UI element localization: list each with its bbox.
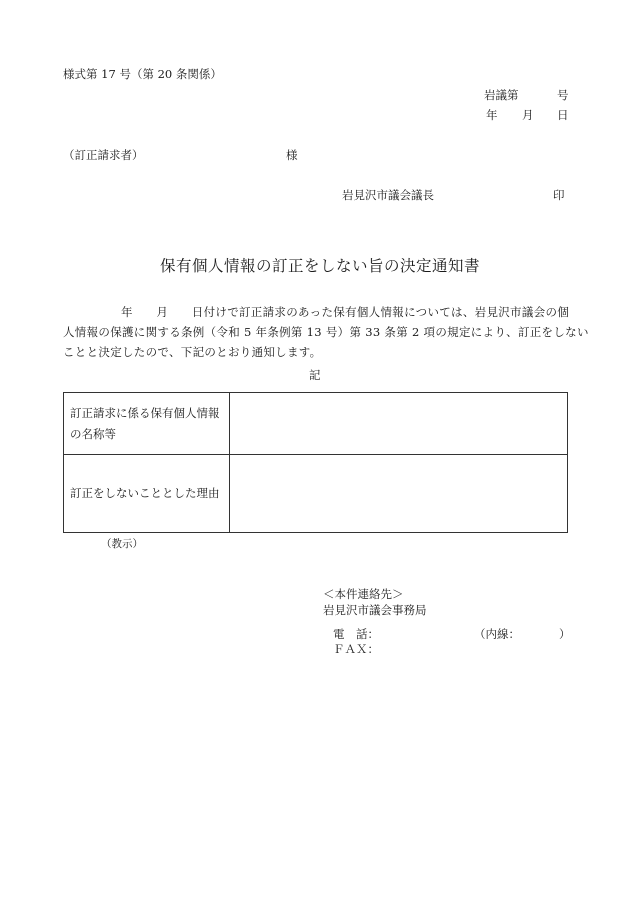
table-row	[64, 455, 568, 533]
date-day: 日	[557, 108, 569, 122]
date-year: 年	[486, 108, 498, 122]
document-title: 保有個人情報の訂正をしない旨の決定通知書	[160, 257, 481, 275]
row2-value-cell[interactable]	[230, 455, 568, 533]
form-number: 様式第 17 号（第 20 条関係）	[63, 67, 222, 81]
body-line-2: 人情報の保護に関する条例（令和 5 年条例第 13 号）第 33 条第 2 項の規定により、訂正をしない	[63, 325, 589, 339]
details-table	[63, 392, 568, 533]
date-month: 月	[522, 108, 534, 122]
contact-extension-close: ）	[559, 627, 571, 641]
sender-seal: 印	[553, 188, 565, 202]
row1-label-line2: の名称等	[70, 426, 116, 441]
contact-heading: ＜本件連絡先＞	[323, 587, 404, 601]
doc-number-prefix: 岩議第	[484, 88, 519, 102]
body-line-1: 年 月 日付けで訂正請求のあった保有個人情報については、岩見沢市議会の個	[121, 305, 570, 319]
contact-fax-label: ＦＡＸ：	[333, 642, 379, 656]
body-paragraph	[63, 302, 589, 362]
record-mark: 記	[309, 368, 321, 382]
contact-phone-label: 電 話：	[333, 627, 379, 641]
doc-number-suffix: 号	[557, 88, 569, 102]
sender-name: 岩見沢市議会議長	[342, 188, 434, 202]
contact-office: 岩見沢市議会事務局	[323, 603, 427, 617]
note-label: （教示）	[101, 538, 143, 550]
row2-label: 訂正をしないこととした理由	[64, 455, 230, 533]
row1-label	[64, 393, 230, 455]
row1-label-line1: 訂正請求に係る保有個人情報	[70, 405, 220, 420]
addressee-honorific: 様	[286, 148, 298, 162]
addressee-label: （訂正請求者）	[63, 148, 144, 162]
row1-value-cell[interactable]	[230, 393, 568, 455]
body-line-3: ことと決定したので、下記のとおり通知します。	[63, 345, 322, 359]
table-row	[64, 393, 568, 455]
contact-extension-label: （内線：	[474, 627, 520, 641]
